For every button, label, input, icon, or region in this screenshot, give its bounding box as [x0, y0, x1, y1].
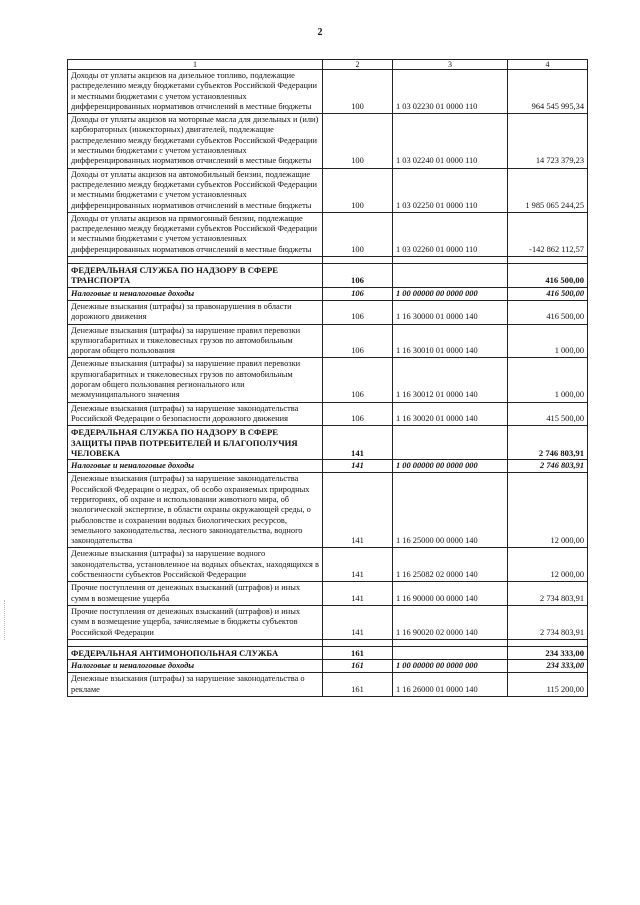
row-name-cell: Денежные взыскания (штрафы) за нарушение законодательства Российской Федерации о недрах, об особо охраняемых природных территориях, об охране и использовании животного мира, об экологической экспертизе, в области охраны окружающей среды, о рыболовстве и сохранении водных биологических ресурсов, земельного законодательства, лесного законодательства, водного законодательства — [68, 473, 323, 548]
row-amount-cell: 416 500,00 — [508, 300, 588, 324]
row-line-code-cell: 106 — [323, 358, 393, 402]
row-amount-cell: 12 000,00 — [508, 548, 588, 582]
row-amount-cell: 416 500,00 — [508, 264, 588, 288]
row-amount-cell: 2 734 803,91 — [508, 605, 588, 639]
row-name-cell: Денежные взыскания (штрафы) за правонарушения в области дорожного движения — [68, 300, 323, 324]
table-row — [68, 473, 588, 548]
table-row — [68, 212, 588, 256]
row-kbk-code-cell: 1 16 25000 00 0000 140 — [393, 473, 508, 548]
spacer-cell — [393, 639, 508, 646]
agency-row — [68, 426, 588, 460]
row-line-code-cell: 106 — [323, 402, 393, 426]
row-line-code-cell: 141 — [323, 426, 393, 460]
row-amount-cell: 1 985 065 244,25 — [508, 168, 588, 212]
row-kbk-code-cell: 1 03 02240 01 0000 110 — [393, 114, 508, 168]
row-line-code-cell: 141 — [323, 473, 393, 548]
table-row — [68, 548, 588, 582]
row-kbk-code-cell: 1 16 90020 02 0000 140 — [393, 605, 508, 639]
table-row — [68, 605, 588, 639]
row-line-code-cell: 141 — [323, 605, 393, 639]
spacer-cell — [68, 639, 323, 646]
row-line-code-cell: 106 — [323, 300, 393, 324]
row-amount-cell: 415 500,00 — [508, 402, 588, 426]
row-name-cell: Налоговые и неналоговые доходы — [68, 287, 323, 300]
row-kbk-code-cell: 1 16 90000 00 0000 140 — [393, 582, 508, 606]
row-line-code-cell: 161 — [323, 646, 393, 659]
table-row — [68, 114, 588, 168]
row-name-cell: Денежные взыскания (штрафы) за нарушение законодательства Российской Федерации о безопасности дорожного движения — [68, 402, 323, 426]
row-name-cell: ФЕДЕРАЛЬНАЯ СЛУЖБА ПО НАДЗОРУ В СФЕРЕ ЗАЩИТЫ ПРАВ ПОТРЕБИТЕЛЕЙ И БЛАГОПОЛУЧИЯ ЧЕЛОВЕКА — [68, 426, 323, 460]
row-name-cell: ФЕДЕРАЛЬНАЯ СЛУЖБА ПО НАДЗОРУ В СФЕРЕ ТРАНСПОРТА — [68, 264, 323, 288]
column-header-1: 1 — [68, 60, 323, 70]
table-row — [68, 300, 588, 324]
column-header-3: 3 — [393, 60, 508, 70]
spacer-cell — [68, 257, 323, 264]
row-kbk-code-cell: 1 16 30010 01 0000 140 — [393, 324, 508, 358]
row-name-cell: Доходы от уплаты акцизов на прямогонный бензин, подлежащие распределению между бюджетами субъектов Российской Федерации и местными бюджетами с учетом установленных дифференцированных нормативов отчислений в местные бюджеты — [68, 212, 323, 256]
spacer-cell — [508, 257, 588, 264]
row-name-cell: Денежные взыскания (штрафы) за нарушение водного законодательства, установленное на водных объектах, находящихся в собственности субъектов Российской Федерации — [68, 548, 323, 582]
row-amount-cell: 416 500,00 — [508, 287, 588, 300]
table-row — [68, 673, 588, 697]
row-name-cell: Денежные взыскания (штрафы) за нарушение правил перевозки крупногабаритных и тяжеловесных грузов по автомобильным дорогам общего пользования — [68, 324, 323, 358]
row-name-cell: ФЕДЕРАЛЬНАЯ АНТИМОНОПОЛЬНАЯ СЛУЖБА — [68, 646, 323, 659]
table-row — [68, 358, 588, 402]
row-amount-cell: 12 000,00 — [508, 473, 588, 548]
row-amount-cell: 1 000,00 — [508, 324, 588, 358]
row-name-cell: Денежные взыскания (штрафы) за нарушение правил перевозки крупногабаритных и тяжеловесных грузов по автомобильным дорогам общего пользования регионального или межмуниципального значения — [68, 358, 323, 402]
row-kbk-code-cell: 1 00 00000 00 0000 000 — [393, 660, 508, 673]
row-amount-cell: 2 746 803,91 — [508, 460, 588, 473]
row-name-cell: Налоговые и неналоговые доходы — [68, 460, 323, 473]
tax-subtotal-row — [68, 287, 588, 300]
row-amount-cell: 2 746 803,91 — [508, 426, 588, 460]
row-kbk-code-cell — [393, 426, 508, 460]
row-line-code-cell: 100 — [323, 114, 393, 168]
row-line-code-cell: 161 — [323, 673, 393, 697]
row-amount-cell: 2 734 803,91 — [508, 582, 588, 606]
row-line-code-cell: 106 — [323, 264, 393, 288]
row-name-cell: Доходы от уплаты акцизов на моторные масла для дизельных и (или) карбюраторных (инжекторных) двигателей, подлежащие распределению между бюджетами субъектов Российской Федерации и местными бюджетами с учетом установленных дифференцированных нормативов отчислений в местные бюджеты — [68, 114, 323, 168]
table-row — [68, 402, 588, 426]
table-row — [68, 70, 588, 114]
row-name-cell: Налоговые и неналоговые доходы — [68, 660, 323, 673]
row-kbk-code-cell: 1 16 26000 01 0000 140 — [393, 673, 508, 697]
row-name-cell: Прочие поступления от денежных взысканий (штрафов) и иных сумм в возмещение ущерба, зачисляемые в бюджеты субъектов Российской Федерации — [68, 605, 323, 639]
row-kbk-code-cell: 1 03 02230 01 0000 110 — [393, 70, 508, 114]
spacer-cell — [323, 257, 393, 264]
row-kbk-code-cell: 1 00 00000 00 0000 000 — [393, 460, 508, 473]
scan-edge-mark — [4, 600, 6, 640]
row-amount-cell: 964 545 995,34 — [508, 70, 588, 114]
row-name-cell: Денежные взыскания (штрафы) за нарушение законодательства о рекламе — [68, 673, 323, 697]
spacer-cell — [393, 257, 508, 264]
row-amount-cell: -142 862 112,57 — [508, 212, 588, 256]
spacer-cell — [508, 639, 588, 646]
tax-subtotal-row — [68, 660, 588, 673]
table-row — [68, 168, 588, 212]
revenue-table — [67, 59, 588, 697]
row-amount-cell: 115 200,00 — [508, 673, 588, 697]
row-line-code-cell: 141 — [323, 460, 393, 473]
row-line-code-cell: 106 — [323, 324, 393, 358]
page-number: 2 — [317, 27, 323, 38]
revenue-table-body — [68, 60, 588, 697]
column-header-4: 4 — [508, 60, 588, 70]
row-name-cell: Доходы от уплаты акцизов на автомобильный бензин, подлежащие распределению между бюджетами субъектов Российской Федерации и местными бюджетами с учетом установленных дифференцированных нормативов отчислений в местные бюджеты — [68, 168, 323, 212]
row-kbk-code-cell: 1 03 02260 01 0000 110 — [393, 212, 508, 256]
row-line-code-cell: 161 — [323, 660, 393, 673]
row-amount-cell: 234 333,00 — [508, 660, 588, 673]
row-kbk-code-cell — [393, 646, 508, 659]
row-name-cell: Доходы от уплаты акцизов на дизельное топливо, подлежащие распределению между бюджетами субъектов Российской Федерации и местными бюджетами с учетом установленных дифференцированных нормативов отчислений в местные бюджеты — [68, 70, 323, 114]
row-kbk-code-cell: 1 16 30000 01 0000 140 — [393, 300, 508, 324]
row-name-cell: Прочие поступления от денежных взысканий (штрафов) и иных сумм в возмещение ущерба — [68, 582, 323, 606]
agency-row — [68, 264, 588, 288]
spacer-row — [68, 257, 588, 264]
row-line-code-cell: 100 — [323, 212, 393, 256]
row-amount-cell: 14 723 379,23 — [508, 114, 588, 168]
row-kbk-code-cell — [393, 264, 508, 288]
agency-row — [68, 646, 588, 659]
row-line-code-cell: 100 — [323, 168, 393, 212]
row-amount-cell: 1 000,00 — [508, 358, 588, 402]
row-kbk-code-cell: 1 16 30012 01 0000 140 — [393, 358, 508, 402]
row-kbk-code-cell: 1 16 25082 02 0000 140 — [393, 548, 508, 582]
row-line-code-cell: 141 — [323, 582, 393, 606]
tax-subtotal-row — [68, 460, 588, 473]
row-kbk-code-cell: 1 16 30020 01 0000 140 — [393, 402, 508, 426]
row-line-code-cell: 100 — [323, 70, 393, 114]
spacer-row — [68, 639, 588, 646]
row-line-code-cell: 141 — [323, 548, 393, 582]
row-kbk-code-cell: 1 00 00000 00 0000 000 — [393, 287, 508, 300]
spacer-cell — [323, 639, 393, 646]
row-kbk-code-cell: 1 03 02250 01 0000 110 — [393, 168, 508, 212]
table-row — [68, 324, 588, 358]
header-row — [68, 60, 588, 70]
row-amount-cell: 234 333,00 — [508, 646, 588, 659]
table-row — [68, 582, 588, 606]
column-header-2: 2 — [323, 60, 393, 70]
row-line-code-cell: 106 — [323, 287, 393, 300]
